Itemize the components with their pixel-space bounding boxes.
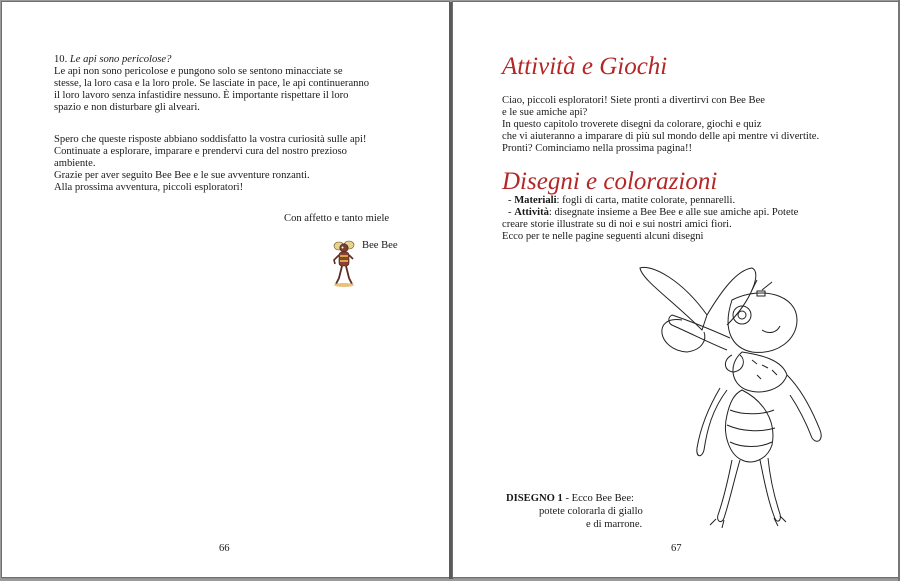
paragraph-line: il loro lavoro senza infastidire nessuno. È importante rispettare il loro	[54, 90, 349, 101]
activity-text: : disegnate insieme a Bee Bee e alle sue amiche api. Potete	[548, 207, 799, 218]
figure-caption-line: potete colorarla di giallo	[539, 506, 643, 517]
section-heading-activities: Attività e Giochi	[502, 53, 668, 80]
activity-label: Attività	[514, 207, 549, 218]
intro-line: che vi aiuteranno a imparare di più sul mondo delle api mentre vi divertite.	[502, 131, 820, 142]
page-number: 67	[671, 543, 682, 554]
paragraph-line: Grazie per aver seguito Bee Bee e le sue avventure ronzanti.	[54, 170, 310, 181]
activity-continuation: creare storie illustrate su di noi e sui nostri amici fiori.	[502, 219, 732, 230]
paragraph-line: stesse, la loro casa e la loro prole. Se lasciate in pace, le api continueranno	[54, 78, 370, 89]
page-number: 66	[219, 543, 230, 554]
section-heading-drawings: Disegni e colorazioni	[502, 168, 718, 195]
bee-character-image	[330, 238, 358, 288]
paragraph-line: Continuate a esplorare, imparare e prendervi cura del nostro prezioso	[54, 146, 347, 157]
materials-text: : fogli di carta, matite colorate, pennarelli.	[556, 195, 736, 206]
caption-label: DISEGNO 1	[506, 493, 563, 504]
signoff: Con affetto e tanto miele	[284, 213, 390, 224]
left-page	[2, 2, 449, 577]
question-heading	[54, 54, 171, 66]
intro-line: Ciao, piccoli esploratori! Siete pronti a divertirvi con Bee Bee	[502, 95, 765, 106]
paragraph-line: spazio e non disturbare gli alveari.	[54, 102, 200, 113]
materials-line: - Materiali: fogli di carta, matite colorate, pennarelli.	[508, 195, 736, 206]
intro-line: e le sue amiche api?	[502, 107, 588, 118]
question-title: Le api sono pericolose?	[69, 54, 172, 65]
question-number: 10.	[54, 54, 68, 65]
activity-line: - Attività: disegnate insieme a Bee Bee e alle sue amiche api. Potete	[508, 207, 799, 218]
document-spread	[2, 2, 898, 579]
caption-text: - Ecco Bee Bee:	[562, 493, 634, 504]
paragraph-line: Spero che queste risposte abbiano soddisfatto la vostra curiosità sulle api!	[54, 134, 367, 145]
intro-line: Pronti? Cominciamo nella prossima pagina!!	[502, 143, 693, 154]
paragraph-line: Le api non sono pericolose e pungono solo se sentono minacciate se	[54, 66, 343, 77]
bee-coloring-drawing	[612, 260, 837, 530]
intro-line: In questo capitolo troverete disegni da colorare, giochi e quiz	[502, 119, 762, 130]
paragraph-line: Alla prossima avventura, piccoli esploratori!	[54, 182, 244, 193]
signature: Bee Bee	[362, 240, 398, 251]
paragraph-line: ambiente.	[54, 158, 96, 169]
activity-continuation: Ecco per te nelle pagine seguenti alcuni disegni	[502, 231, 704, 242]
materials-label: Materiali	[514, 195, 557, 206]
figure-caption-line: e di marrone.	[586, 519, 643, 530]
